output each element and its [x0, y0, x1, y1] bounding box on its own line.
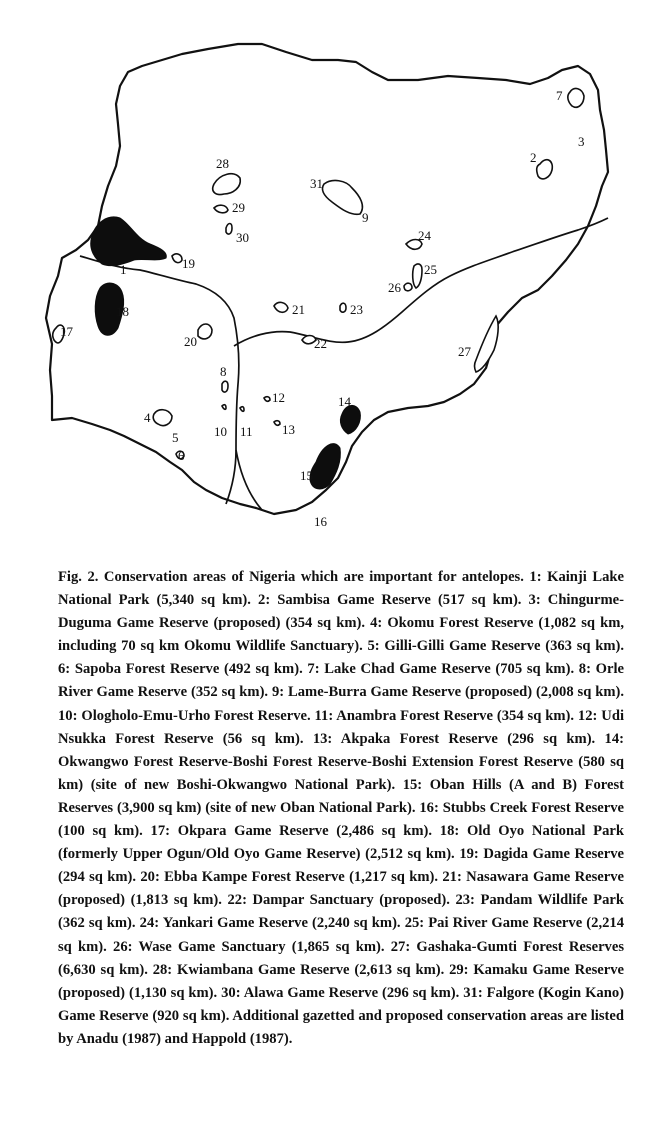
map-label-23: 23: [350, 302, 363, 317]
area-1-kainji-fill: [91, 217, 167, 266]
map-label-8: 8: [220, 364, 227, 379]
map-label-28: 28: [216, 156, 229, 171]
map-label-22: 22: [314, 336, 327, 351]
area-20-outline: [198, 324, 212, 339]
caption-figure-label: Fig. 2.: [58, 569, 99, 585]
map-label-11: 11: [240, 424, 253, 439]
area-14-okwangwo-fill: [340, 405, 360, 434]
area-10-outline: [222, 405, 226, 410]
area-11-outline: [240, 407, 244, 412]
area-28-outline: [213, 174, 241, 195]
map-label-7: 7: [556, 88, 563, 103]
map-label-10: 10: [214, 424, 227, 439]
map-label-24: 24: [418, 228, 431, 243]
area-7-outline: [568, 89, 584, 108]
area-13-outline: [274, 421, 280, 426]
area-26-outline: [404, 283, 412, 291]
map-svg: [0, 0, 645, 540]
map-label-14: 14: [338, 394, 351, 409]
map-label-4: 4: [144, 410, 151, 425]
caption-text: Conservation areas of Nigeria which are important for antelopes. 1: Kainji Lake National Park (5,340 sq km). 2: Sambisa Game Reserve (517 sq km). 3: Chingurme-Duguma Game Reserve (proposed) (354 sq km). 4: Okomu Forest Reserve (1,082 sq km, including 70 sq km Okomu Wildlife Sanctuary). 5: Gilli-Gilli Game Reserve (363 sq km). 6: Sapoba Forest Reserve (492 sq km). 7: Lake Chad Game Reserve (705 sq km). 8: Orle River Game Reserve (352 sq km). 9: Lame-Burra Game Reserve (proposed) (2,008 sq km). 10: Ologholo-Emu-Urho Forest Reserve. 11: Anambra Forest Reserve (354 sq km). 12: Udi Nsukka Forest Reserve (56 sq km). 13: Akpaka Forest Reserve (296 sq km). 14: Okwangwo Forest Reserve-Boshi Forest Reserve-Boshi Extension Forest Reserve (580 sq km) (site of new Boshi-Okwangwo National Park). 15: Oban Hills (A and B) Forest Reserves (3,900 sq km) (site of new Oban National Park). 16: Stubbs Creek Forest Reserve (100 sq km). 17: Okpara Game Reserve (2,486 sq km). 18: Old Oyo National Park (formerly Upper Ogun/Old Oyo Game Reserve) (2,512 sq km). 19: Dagida Game Reserve (294 sq km). 20: Ebba Kampe Forest Reserve (1,217 sq km). 21: Nasawara Game Reserve (proposed) (1,813 sq km). 22: Dampar Sanctuary (proposed). 23: Pandam Wildlife Park (362 sq km). 24: Yankari Game Reserve (2,240 sq km). 25: Pai River Game Reserve (2,214 sq km). 26: Wase Game Sanctuary (1,865 sq km). 27: Gashaka-Gumti Forest Reserves (6,630 sq km). 28: Kwiambana Game Reserve (2,613 sq km). 29: Kamaku Game Reserve (proposed) (1,130 sq km). 30: Alawa Game Reserve (296 sq km). 31: Falgore (Kogin Kano) Game Reserve (920 sq km). Additional gazetted and proposed conservation areas are listed by Anadu (1987) and Happold (1987).: [58, 569, 624, 1047]
area-4-outline: [153, 410, 172, 426]
map-label-16: 16: [314, 514, 327, 529]
area-19-outline: [172, 254, 182, 263]
map-label-9: 9: [362, 210, 369, 225]
nigeria-conservation-map: [0, 0, 645, 540]
map-label-2: 2: [530, 150, 537, 165]
area-12-outline: [264, 397, 270, 402]
area-31-outline: [322, 181, 362, 215]
map-label-30: 30: [236, 230, 249, 245]
map-label-20: 20: [184, 334, 197, 349]
area-21-outline: [274, 302, 288, 312]
map-label-18: 18: [116, 304, 129, 319]
map-label-31: 31: [310, 176, 323, 191]
area-27-outline: [475, 316, 499, 372]
area-15-oban-fill: [310, 444, 340, 489]
figure-caption: [58, 566, 624, 1051]
map-label-21: 21: [292, 302, 305, 317]
nigeria-outline: [46, 44, 608, 514]
map-label-3: 3: [578, 134, 585, 149]
area-2-outline: [537, 160, 553, 179]
area-29-outline: [214, 205, 228, 213]
map-label-17: 17: [60, 324, 73, 339]
area-25-outline: [413, 264, 422, 288]
map-label-12: 12: [272, 390, 285, 405]
map-label-27: 27: [458, 344, 471, 359]
area-8-outline: [222, 381, 228, 392]
map-label-13: 13: [282, 422, 295, 437]
niger-delta-branch: [236, 450, 262, 510]
area-23-outline: [340, 303, 346, 312]
map-label-5: 5: [172, 430, 179, 445]
map-label-15: 15: [300, 468, 313, 483]
map-label-26: 26: [388, 280, 401, 295]
area-30-outline: [226, 224, 232, 235]
map-label-1: 1: [120, 262, 127, 277]
map-label-25: 25: [424, 262, 437, 277]
map-label-6: 6: [178, 448, 185, 463]
map-label-29: 29: [232, 200, 245, 215]
map-label-19: 19: [182, 256, 195, 271]
